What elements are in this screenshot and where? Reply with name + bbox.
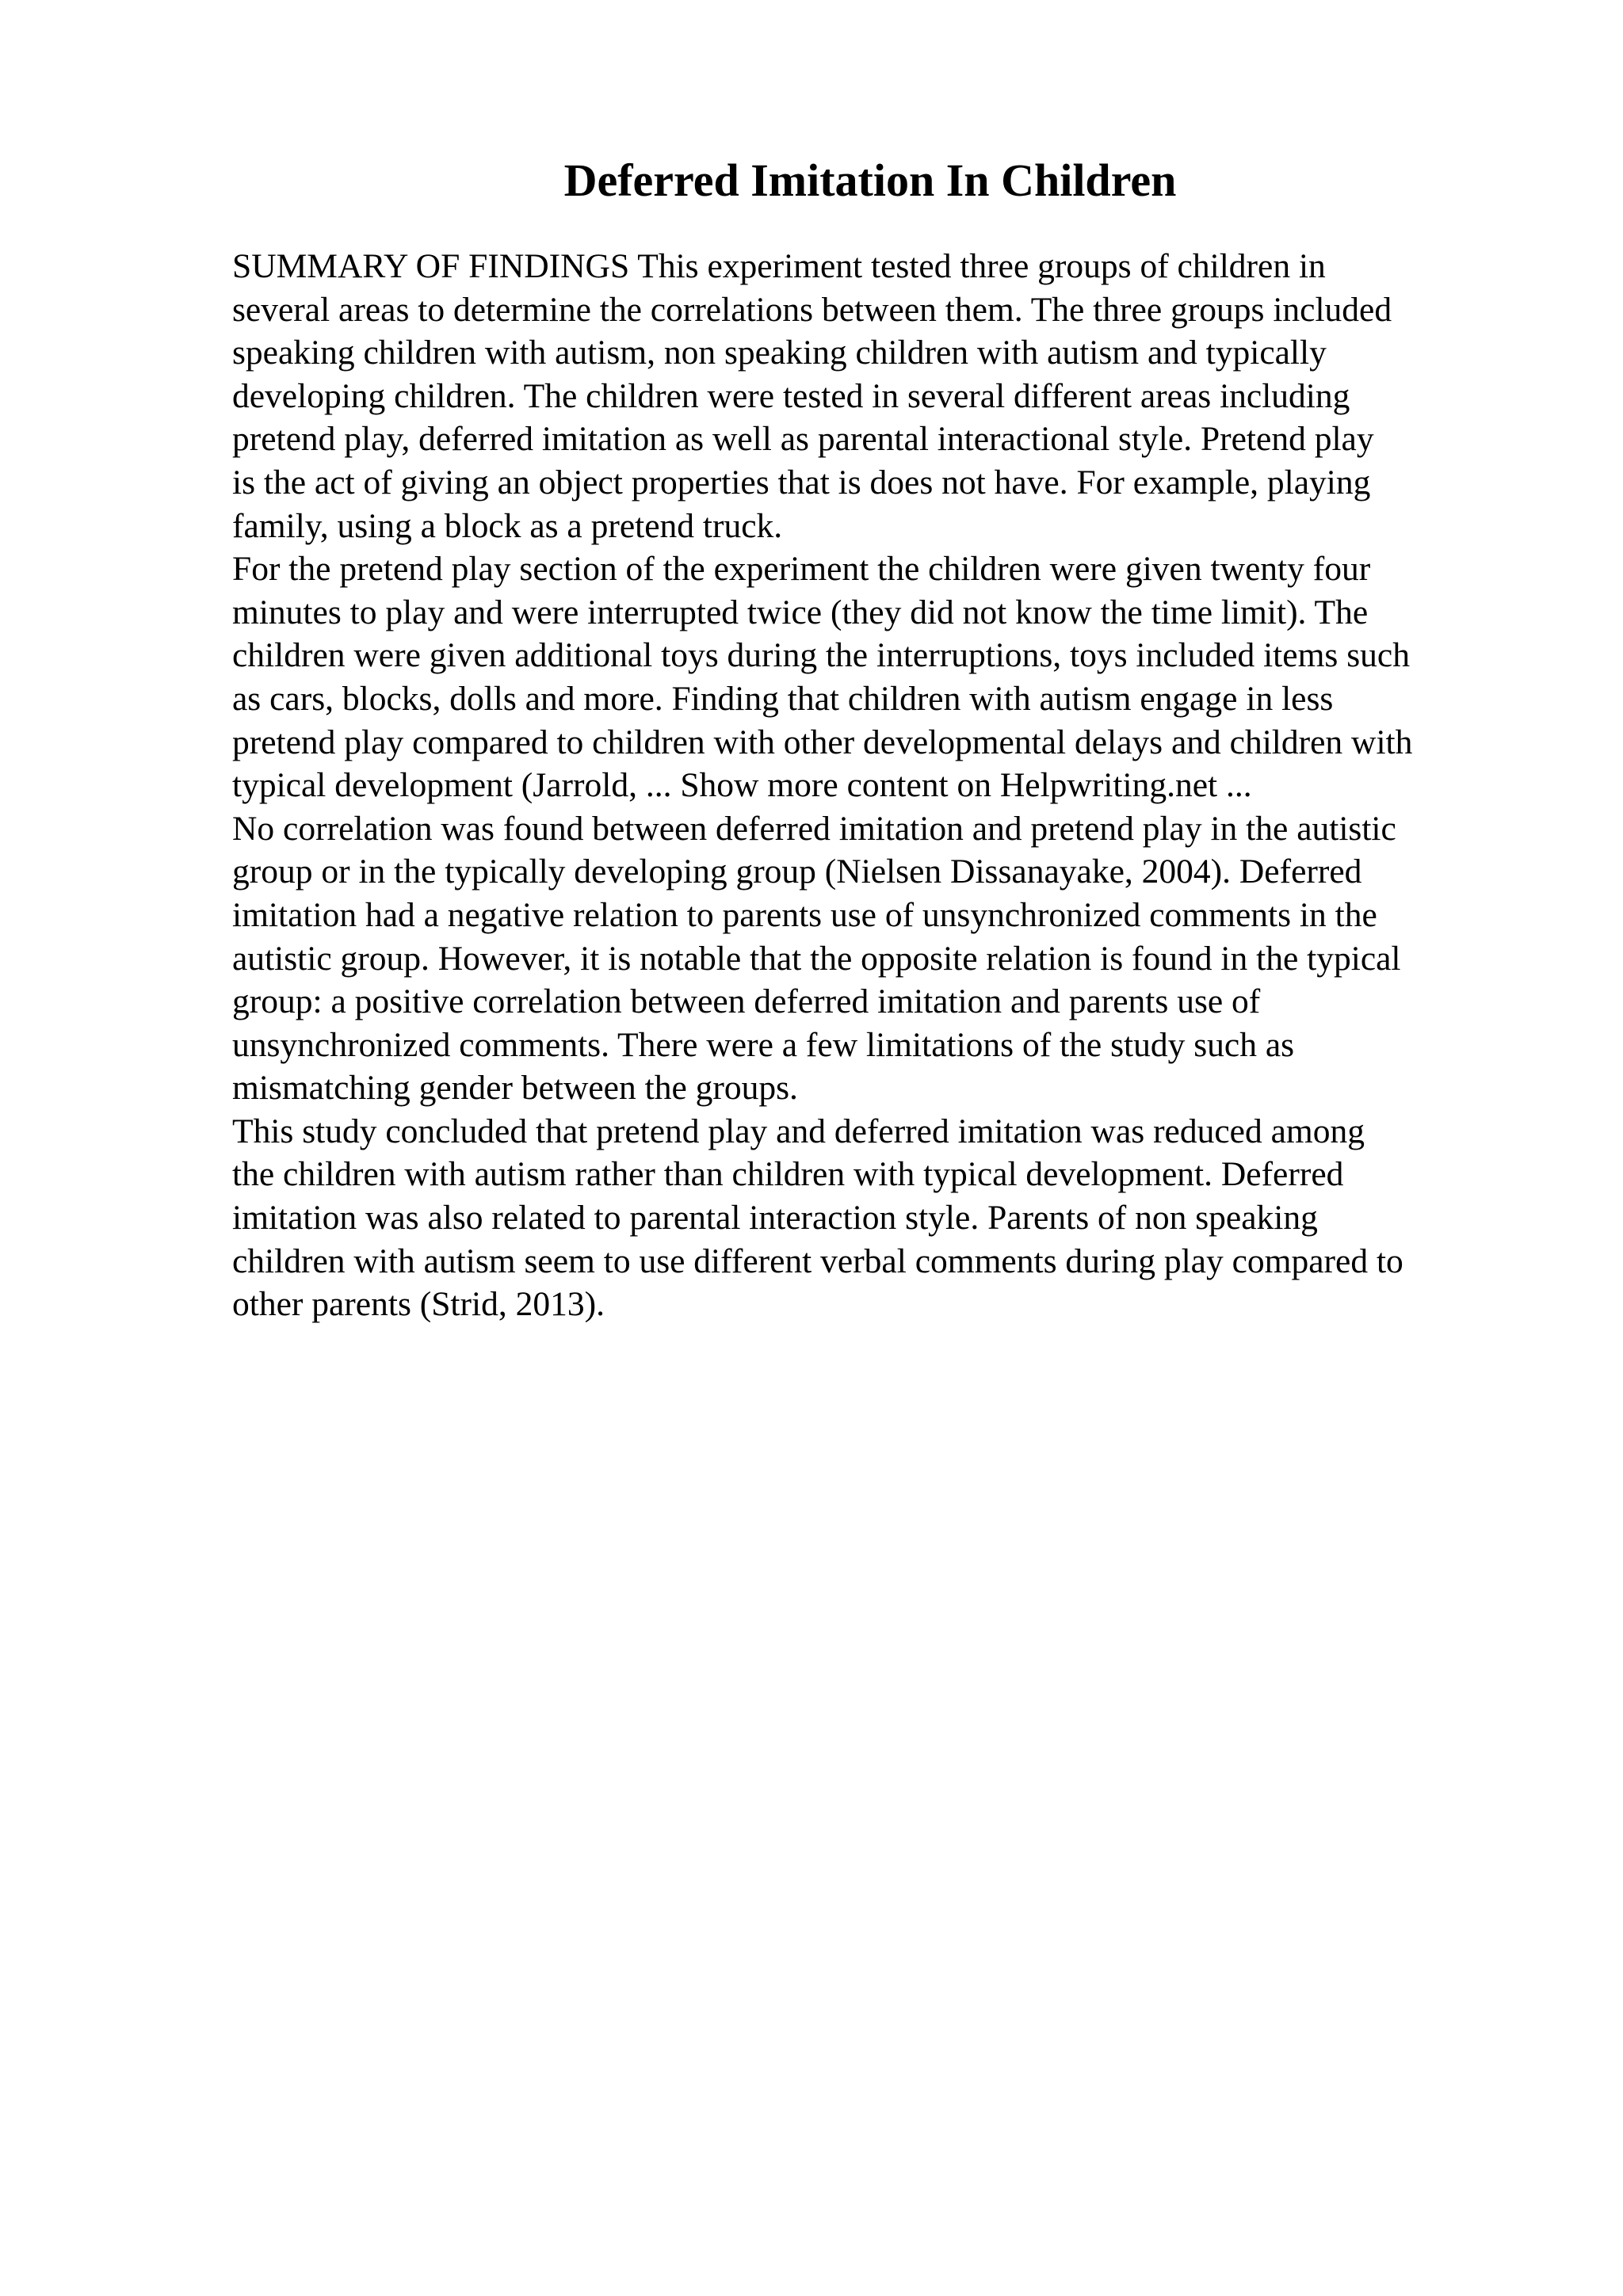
document-title: Deferred Imitation In Children <box>563 154 1177 206</box>
text-line: pretend play compared to children with other developmental delays and children with <box>232 723 1413 761</box>
text-line: family, using a block as a pretend truck. <box>232 506 783 545</box>
text-line: imitation had a negative relation to parents use of unsynchronized comments in the <box>232 895 1377 934</box>
text-line: several areas to determine the correlations between them. The three groups included <box>232 290 1392 329</box>
text-line: pretend play, deferred imitation as well as parental interactional style. Pretend play <box>232 420 1374 459</box>
text-line: For the pretend play section of the experiment the children were given twenty four <box>232 550 1371 589</box>
text-line: No correlation was found between deferred imitation and pretend play in the autistic <box>232 809 1396 848</box>
text-line: group or in the typically developing group (Nielsen Dissanayake, 2004). Deferred <box>232 852 1362 891</box>
text-line: This study concluded that pretend play and deferred imitation was reduced among <box>232 1112 1365 1150</box>
text-line: unsynchronized comments. There were a few limitations of the study such as <box>232 1025 1295 1064</box>
text-line: group: a positive correlation between deferred imitation and parents use of <box>232 982 1261 1021</box>
text-line: SUMMARY OF FINDINGS This experiment tested three groups of children in <box>232 247 1326 285</box>
document-body <box>232 245 1516 1326</box>
text-line: other parents (Strid, 2013). <box>232 1285 605 1324</box>
text-line: speaking children with autism, non speaking children with autism and typically <box>232 334 1327 372</box>
text-line: the children with autism rather than children with typical development. Deferred <box>232 1155 1344 1194</box>
text-line: imitation was also related to parental interaction style. Parents of non speaking <box>232 1199 1318 1238</box>
text-line: children with autism seem to use different verbal comments during play compared to <box>232 1241 1403 1280</box>
text-line: autistic group. However, it is notable that the opposite relation is found in the typical <box>232 939 1401 978</box>
text-line: mismatching gender between the groups. <box>232 1069 798 1108</box>
text-line: minutes to play and were interrupted twice (they did not know the time limit). The <box>232 593 1369 631</box>
text-line: typical development (Jarrold, ... Show more content on Helpwriting.net ... <box>232 766 1252 805</box>
text-line: children were given additional toys during the interruptions, toys included items such <box>232 636 1410 675</box>
text-line: as cars, blocks, dolls and more. Finding that children with autism engage in less <box>232 679 1334 718</box>
text-line: developing children. The children were tested in several different areas including <box>232 376 1350 415</box>
text-line: is the act of giving an object properties that is does not have. For example, playing <box>232 463 1371 502</box>
